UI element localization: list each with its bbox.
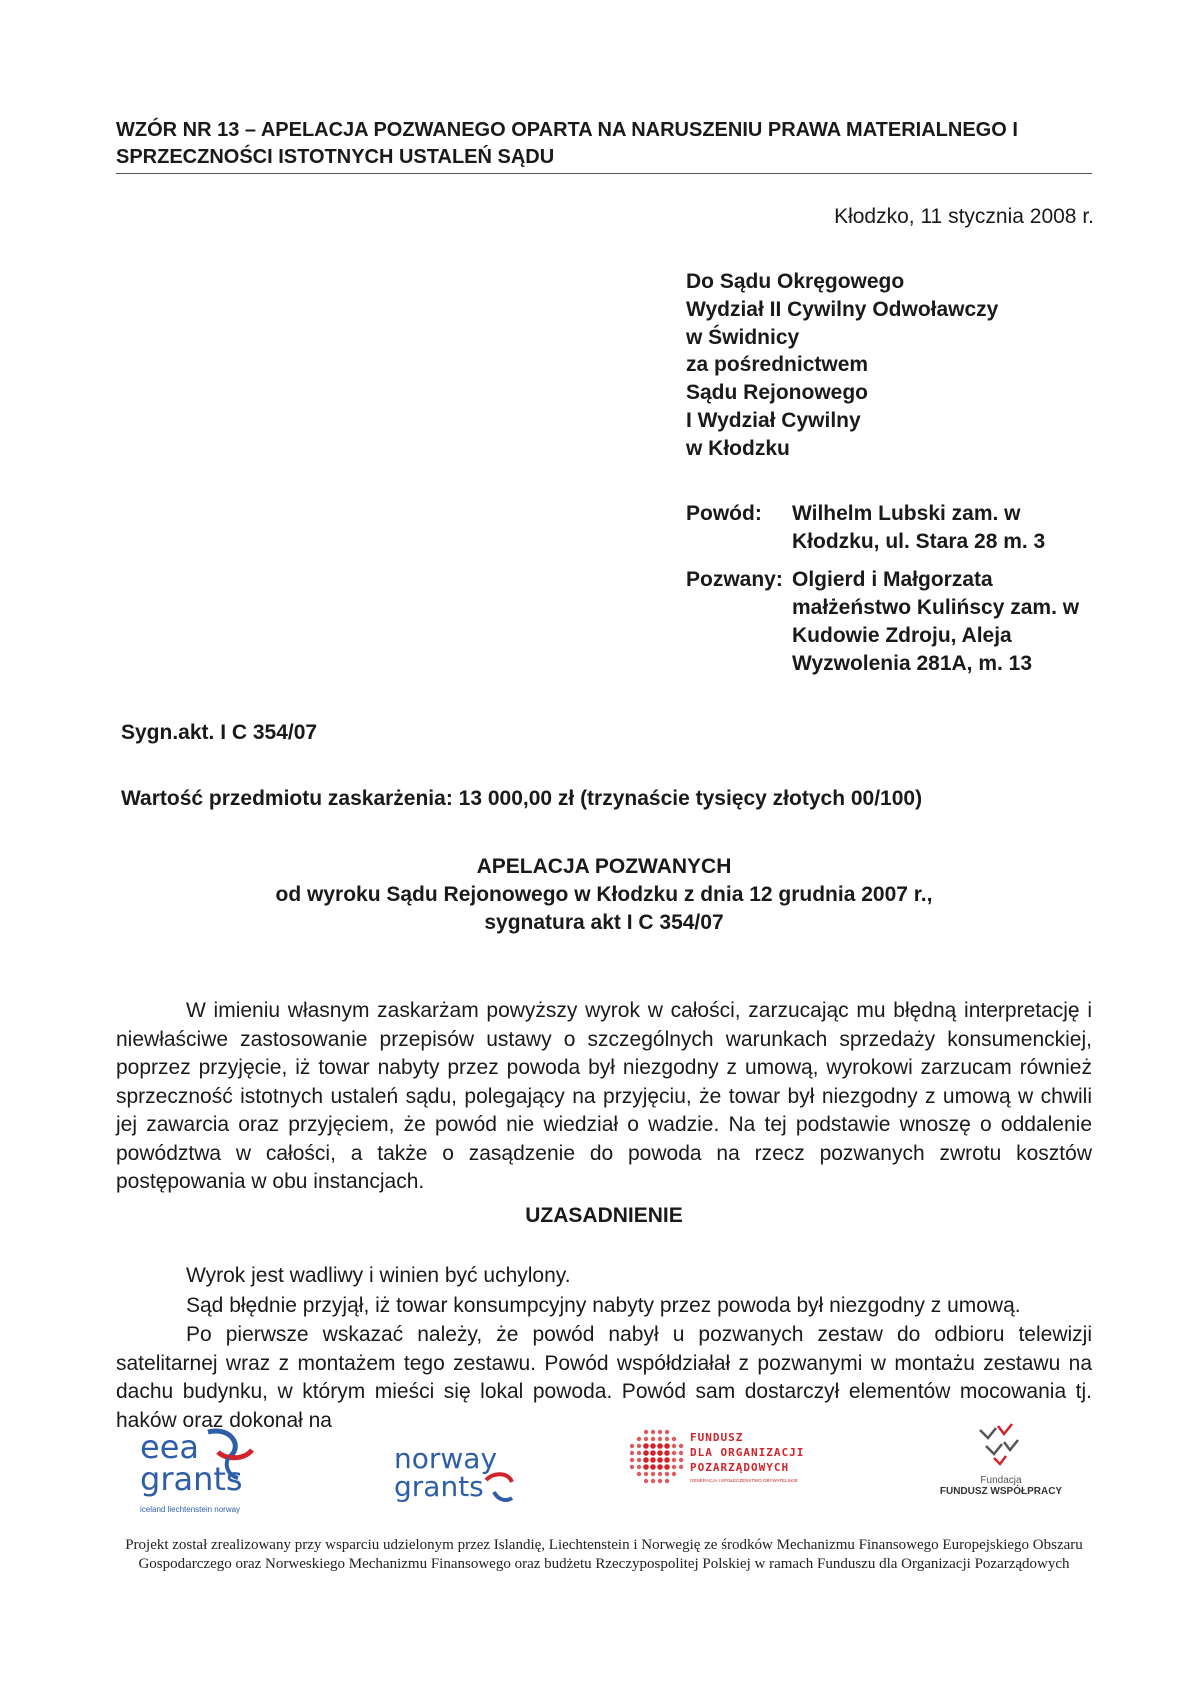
title-divider <box>116 173 1092 174</box>
eea-grants-logo <box>140 1428 280 1518</box>
fundacja-label: Fundacja <box>980 1475 1022 1486</box>
document-title: WZÓR NR 13 – APELACJA POZWANEGO OPARTA NA NARUSZENIU PRAWA MATERIALNEGO I SPRZECZNOŚCI ISTOTNYCH USTALEŃ SĄDU <box>116 119 1018 168</box>
footer-note: Projekt został zrealizowany przy wsparciu udzielonym przez Islandię, Liechtenstein i Norwegię ze środków Mechanizmu Finansowego Europejskiego Obszaru Gospodarczego oraz Norweskiego Mechanizmu Finansowego oraz budżetu Rzeczypospolitej Polskiej w ramach Funduszu dla Organizacji Pozarządowych <box>125 1537 1083 1572</box>
claim-value: Wartość przedmiotu zaskarżenia: 13 000,00 zł (trzynaście tysięcy złotych 00/100) <box>121 787 923 810</box>
plaintiff-label: Powód: <box>686 502 762 525</box>
fundusz-wspolpracy-logo <box>936 1422 1066 1512</box>
birds-icon <box>976 1422 1026 1466</box>
defendant-value: Olgierd i Małgorzata małżeństwo Kulińscy zam. w Kudowie Zdroju, Aleja Wyzwolenia 281A, m. 13 <box>792 568 1080 675</box>
plaintiff-value: Wilhelm Lubski zam. w Kłodzku, ul. Stara 28 m. 3 <box>792 502 1046 553</box>
norway-grants-icon <box>394 1442 534 1508</box>
court-line: w Kłodzku <box>686 436 790 460</box>
case-signature: Sygn.akt. I C 354/07 <box>121 721 318 744</box>
justification-paragraph-3: Po pierwsze wskazać należy, że powód nabył u pozwanych zestaw do odbioru telewizji satelitarnej wraz z montażem tego zestawu. Powód współdziałał z pozwanymi w montażu zestawu na dachu budynku, w którym mieści się lokal powoda. Powód sam dostarczył elementów mocowania tj. haków oraz dokonał na <box>116 1323 1092 1432</box>
eea-countries: iceland liechtenstein norway <box>140 1505 241 1514</box>
norway-grants-logo <box>394 1442 534 1512</box>
plaintiff-row <box>686 500 1082 556</box>
eea-grants-icon <box>140 1428 280 1498</box>
dot-grid-icon <box>628 1428 688 1488</box>
justification-heading: UZASADNIENIE <box>525 1204 683 1227</box>
appeal-paragraph: W imieniu własnym zaskarżam powyższy wyrok w całości, zarzucając mu błędną interpretację i niewłaściwe zastosowanie przepisów ustawy o szczególnych warunkach sprzedaży konsumenckiej, poprzez przyjęcie, iż towar nabyty przez powoda był niezgodny z umową, wyrokowi zarzucam również sprzeczność istotnych ustaleń sądu, polegający na przyjęciu, że towar był niezgodny z umową w chwili jej zawarcia oraz przyjęciem, że powód nie wiedział o wadzie. Na tej podstawie wnoszę o oddalenie powództwa w całości, a także o zasądzenie do powoda na rzecz pozwanych zwrotu kosztów postępowania w obu instancjach. <box>116 999 1092 1193</box>
document-date: Kłodzko, 11 stycznia 2008 r. <box>834 205 1094 228</box>
court-line: w Świdnicy <box>686 325 800 349</box>
defendant-label: Pozwany: <box>686 568 783 591</box>
appeal-heading-title: APELACJA POZWANYCH <box>476 855 732 878</box>
norway-text: norway <box>394 1442 498 1475</box>
court-line: za pośrednictwem <box>686 353 869 377</box>
court-address <box>686 268 998 463</box>
sponsor-logos <box>116 1420 1092 1520</box>
court-line: Wydział II Cywilny Odwoławczy <box>686 297 999 321</box>
appeal-heading-subtitle: od wyroku Sądu Rejonowego w Kłodzku z dnia 12 grudnia 2007 r., <box>275 883 933 906</box>
justification-paragraph-2: Sąd błędnie przyjął, iż towar konsumpcyjny nabyty przez powoda był niezgodny z umową. <box>186 1294 1021 1317</box>
fundusz-line-2: DLA ORGANIZACJI <box>690 1446 805 1459</box>
fundusz-line-4: GENERACJA I SPOŁECZEŃSTWO OBYWATELSKIE <box>690 1478 798 1483</box>
grants-text: grants <box>140 1460 243 1498</box>
fundusz-ngo-logo <box>628 1428 818 1498</box>
court-line: Sądu Rejonowego <box>686 381 869 405</box>
fundusz-line-3: POZARZĄDOWYCH <box>690 1461 790 1474</box>
appeal-heading-signature: sygnatura akt I C 354/07 <box>484 911 724 934</box>
fundusz-wspolpracy-label: FUNDUSZ WSPÓŁPRACY <box>939 1486 1063 1497</box>
norway-grants-text: grants <box>394 1470 484 1503</box>
fundusz-line-1: FUNDUSZ <box>690 1431 744 1444</box>
parties-block <box>686 500 1082 688</box>
justification-paragraph-1: Wyrok jest wadliwy i winien być uchylony. <box>186 1264 571 1287</box>
defendant-row <box>686 566 1082 678</box>
appeal-heading <box>116 853 1092 937</box>
court-line: I Wydział Cywilny <box>686 408 861 432</box>
court-line: Do Sądu Okręgowego <box>686 270 905 293</box>
eea-text: eea <box>140 1428 199 1466</box>
